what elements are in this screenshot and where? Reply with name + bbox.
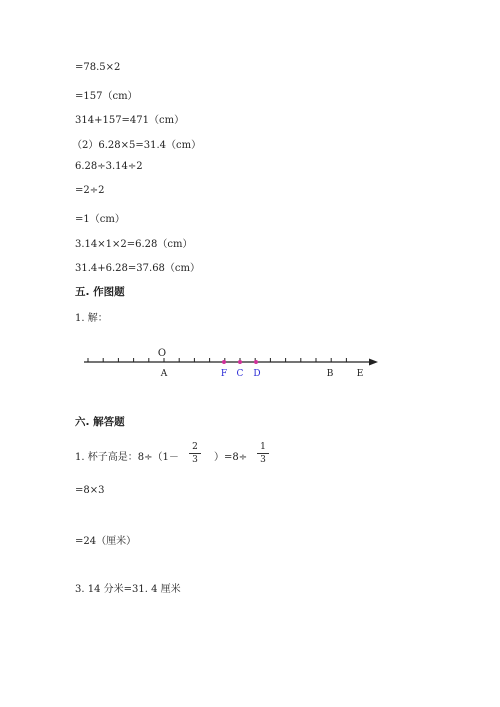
section5-heading: 五. 作图题 (75, 286, 125, 298)
point-label-c: C (236, 369, 244, 379)
origin-label: O (157, 348, 167, 359)
point-label-f: F (220, 369, 228, 379)
q1-step-2: =8×3 (75, 485, 105, 496)
fraction-numerator: 2 (192, 442, 198, 452)
point-f-marker (222, 360, 226, 364)
point-d-marker (254, 360, 258, 364)
number-line-figure (80, 345, 380, 379)
calc-line-3: 314+157=471（cm） (75, 115, 185, 126)
calc-line-1: =78.5×2 (75, 62, 121, 73)
calc-line-8: 3.14×1×2=6.28（cm） (75, 239, 193, 250)
q3-line: 3. 14 分米=31. 4 厘米 (75, 584, 181, 595)
point-label-e: E (356, 369, 364, 379)
section5-item: 1. 解： (75, 313, 108, 324)
number-line-ticks (88, 358, 346, 362)
calc-line-6: =2÷2 (75, 185, 105, 196)
calc-line-2: =157（cm） (75, 91, 138, 102)
fraction-bar (257, 453, 269, 454)
point-label-b: B (326, 369, 334, 379)
q1-prefix: 1. 杯子高是：8÷（1－ (75, 452, 179, 463)
fraction-denominator: 3 (260, 455, 266, 465)
section6-heading: 六. 解答题 (75, 416, 125, 428)
q1-middle: ）=8÷ (214, 452, 248, 463)
q1-step-3: =24（厘米） (75, 536, 137, 547)
calc-line-5: 6.28÷3.14÷2 (75, 161, 143, 172)
point-label-d: D (253, 369, 261, 379)
fraction-bar (189, 453, 201, 454)
point-c-marker (238, 360, 242, 364)
number-line-arrow (369, 359, 378, 366)
calc-line-4: （2）6.28×5=31.4（cm） (72, 140, 202, 151)
calc-line-9: 31.4+6.28=37.68（cm） (75, 263, 200, 274)
point-label-a: A (160, 369, 168, 379)
fraction-denominator: 3 (192, 455, 198, 465)
q1-fraction-one-third (257, 442, 269, 465)
q1-fraction-two-thirds (189, 442, 201, 465)
fraction-numerator: 1 (260, 442, 266, 452)
calc-line-7: =1（cm） (75, 214, 125, 225)
